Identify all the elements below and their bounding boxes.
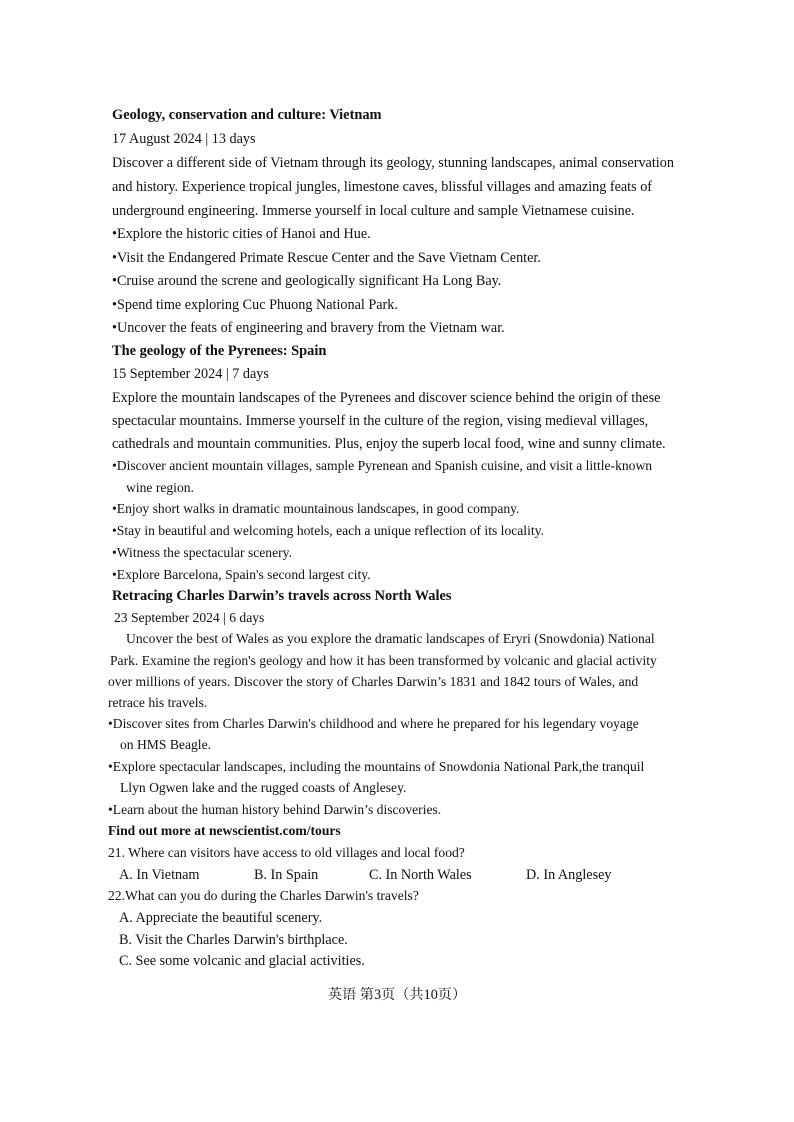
q21-option-d: D. In Anglesey <box>526 867 612 883</box>
wales-bullet-continued: Llyn Ogwen lake and the rugged coasts of Anglesey. <box>120 780 407 795</box>
vietnam-bullet: •Spend time exploring Cuc Phuong National Park. <box>112 297 398 313</box>
vietnam-bullet: •Explore the historic cities of Hanoi and Hue. <box>112 226 371 242</box>
q21-option-b: B. In Spain <box>254 867 319 883</box>
q22-option-c: C. See some volcanic and glacial activities. <box>119 953 365 969</box>
q21-option-c: C. In North Wales <box>369 867 472 883</box>
pyrenees-bullet: •Discover ancient mountain villages, sample Pyrenean and Spanish cuisine, and visit a little-known <box>112 458 653 473</box>
pyrenees-bullet-continued: wine region. <box>126 480 194 495</box>
wales-title: Retracing Charles Darwin’s travels across North Wales <box>112 588 452 604</box>
pyrenees-desc-line: Explore the mountain landscapes of the Pyrenees and discover science behind the origin of these <box>112 390 661 406</box>
vietnam-date: 17 August 2024 | 13 days <box>112 131 256 147</box>
vietnam-desc-line: underground engineering. Immerse yourself in local culture and sample Vietnamese cuisine. <box>112 203 635 219</box>
vietnam-bullet: •Uncover the feats of engineering and bravery from the Vietnam war. <box>112 320 505 336</box>
find-out-more: Find out more at newscientist.com/tours <box>108 823 341 838</box>
wales-desc-line: Uncover the best of Wales as you explore the dramatic landscapes of Eryri (Snowdonia) National <box>126 631 655 646</box>
wales-desc-line: retrace his travels. <box>108 695 208 710</box>
pyrenees-desc-line: spectacular mountains. Immerse yourself in the culture of the region, vising medieval villages, <box>112 413 649 429</box>
pyrenees-bullet: •Explore Barcelona, Spain's second largest city. <box>112 567 371 582</box>
wales-bullet: •Explore spectacular landscapes, including the mountains of Snowdonia National Park,the tranquil <box>108 759 645 774</box>
vietnam-bullet: •Visit the Endangered Primate Rescue Center and the Save Vietnam Center. <box>112 250 541 266</box>
wales-desc-line: Park. Examine the region's geology and how it has been transformed by volcanic and glacial activity <box>110 653 657 668</box>
pyrenees-desc-line: cathedrals and mountain communities. Plus, enjoy the superb local food, wine and sunny climate. <box>112 436 666 452</box>
pyrenees-bullet: •Witness the spectacular scenery. <box>112 545 292 560</box>
pyrenees-bullet: •Enjoy short walks in dramatic mountainous landscapes, in good company. <box>112 501 520 516</box>
question-22: 22.What can you do during the Charles Darwin's travels? <box>108 888 419 903</box>
page-footer: 英语 第3页（共10页） <box>327 987 467 1003</box>
wales-desc-line: over millions of years. Discover the story of Charles Darwin’s 1831 and 1842 tours of Wales, and <box>108 674 639 689</box>
vietnam-desc-line: Discover a different side of Vietnam through its geology, stunning landscapes, animal conservation <box>112 155 674 171</box>
vietnam-title: Geology, conservation and culture: Vietnam <box>112 107 382 123</box>
pyrenees-date: 15 September 2024 | 7 days <box>112 366 269 382</box>
q22-option-a: A. Appreciate the beautiful scenery. <box>119 910 323 926</box>
pyrenees-bullet: •Stay in beautiful and welcoming hotels, each a unique reflection of its locality. <box>112 523 544 538</box>
vietnam-desc-line: and history. Experience tropical jungles, limestone caves, blissful villages and amazing feats of <box>112 179 653 195</box>
wales-date: 23 September 2024 | 6 days <box>114 610 265 625</box>
q21-option-a: A. In Vietnam <box>119 867 200 883</box>
q22-option-b: B. Visit the Charles Darwin's birthplace. <box>119 932 348 948</box>
wales-bullet: •Discover sites from Charles Darwin's childhood and where he prepared for his legendary voyage <box>108 716 639 731</box>
wales-bullet-continued: on HMS Beagle. <box>120 737 211 752</box>
vietnam-bullet: •Cruise around the screne and geologically significant Ha Long Bay. <box>112 273 502 289</box>
wales-bullet: •Learn about the human history behind Darwin’s discoveries. <box>108 802 442 817</box>
question-21: 21. Where can visitors have access to old villages and local food? <box>108 845 465 860</box>
pyrenees-title: The geology of the Pyrenees: Spain <box>112 343 327 359</box>
